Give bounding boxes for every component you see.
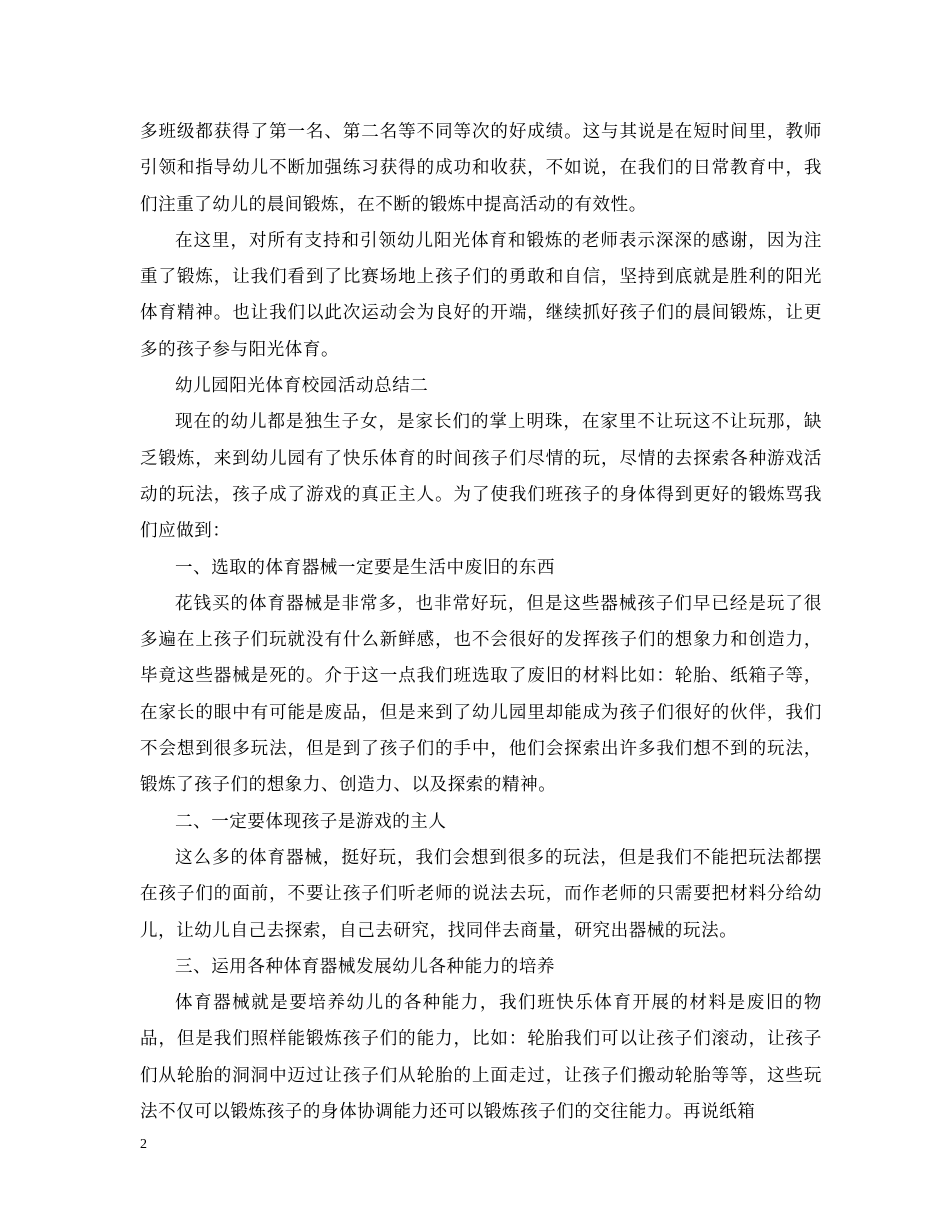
paragraph-5: 这么多的体育器械，挺好玩，我们会想到很多的玩法，但是我们不能把玩法都摆在孩子们的面前，不要让孩子们听老师的说法去玩，而作老师的只需要把材料分给幼儿，让幼儿自己去探索，自己去研究，找同伴去商量，研究出器械的玩法。 <box>140 847 822 941</box>
section-title: 幼儿园阳光体育校园活动总结二 <box>175 376 429 397</box>
paragraph-6: 体育器械就是要培养幼儿的各种能力，我们班快乐体育开展的材料是废旧的物品，但是我们照样能锻炼孩子们的能力，比如：轮胎我们可以让孩子们滚动，让孩子们从轮胎的洞洞中迈过让孩子们从轮胎的上面走过，让孩子们搬动轮胎等等，这些玩法不仅可以锻炼孩子的身体协调能力还可以锻炼孩子们的交往能力。再说纸箱 <box>140 993 822 1123</box>
heading-point-1: 一、选取的体育器械一定要是生活中废旧的东西 <box>175 557 556 578</box>
paragraph-1: 多班级都获得了第一名、第二名等不同等次的好成绩。这与其说是在短时间里，教师引领和指导幼儿不断加强练习获得的成功和收获，不如说，在我们的日常教育中，我们注重了幼儿的晨间锻炼，在不断的锻炼中提高活动的有效性。 <box>140 122 822 215</box>
paragraph-2: 在这里，对所有支持和引领幼儿阳光体育和锻炼的老师表示深深的感谢，因为注重了锻炼，让我们看到了比赛场地上孩子们的勇敢和自信，坚持到底就是胜利的阳光体育精神。也让我们以此次运动会为良好的开端，继续抓好孩子们的晨间锻炼，让更多的孩子参与阳光体育。 <box>140 230 822 360</box>
page-number: 2 <box>140 1137 147 1152</box>
paragraph-4: 花钱买的体育器械是非常多，也非常好玩，但是这些器械孩子们早已经是玩了很多遍在上孩子们玩就没有什么新鲜感，也不会很好的发挥孩子们的想象力和创造力，毕竟这些器械是死的。介于这一点我们班选取了废旧的材料比如：轮胎、纸箱子等，在家长的眼中有可能是废品，但是来到了幼儿园里却能成为孩子们很好的伙伴，我们不会想到很多玩法，但是到了孩子们的手中，他们会探索出许多我们想不到的玩法，锻炼了孩子们的想象力、创造力、以及探索的精神。 <box>140 593 822 796</box>
heading-point-2: 二、一定要体现孩子是游戏的主人 <box>175 811 447 832</box>
heading-point-3: 三、运用各种体育器械发展幼儿各种能力的培养 <box>175 956 556 977</box>
document-body <box>140 114 822 1130</box>
paragraph-3: 现在的幼儿都是独生子女，是家长们的掌上明珠，在家里不让玩这不让玩那，缺乏锻炼，来到幼儿园有了快乐体育的时间孩子们尽情的玩，尽情的去探索各种游戏活动的玩法，孩子成了游戏的真正主人。为了使我们班孩子的身体得到更好的锻炼骂我们应做到： <box>140 412 822 542</box>
